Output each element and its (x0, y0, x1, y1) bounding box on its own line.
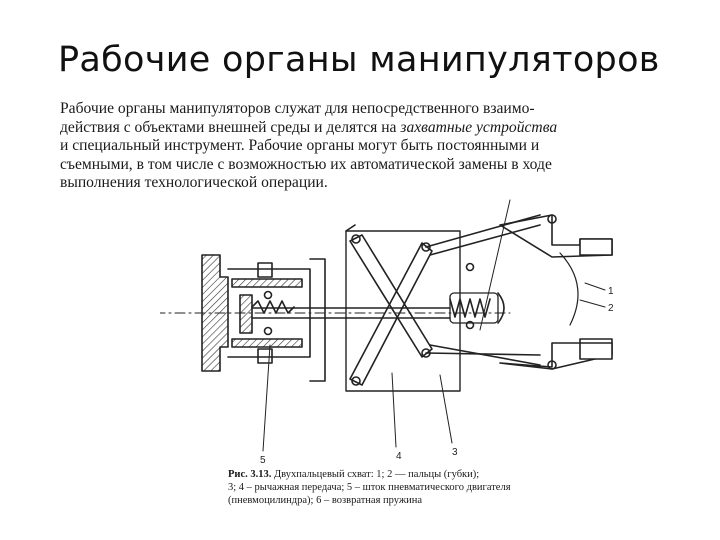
fitting-top (258, 263, 272, 277)
label-2: 2 (608, 303, 614, 314)
slide-title: Рабочие органы манипуляторов (58, 40, 660, 80)
cylinder-wall-bottom (232, 339, 302, 347)
gripper-body (346, 231, 460, 391)
base-flange (202, 255, 228, 371)
cylinder-cover (310, 259, 325, 381)
body-line-3: и специальный инструмент. Рабочие органы могут быть постоянными и (60, 137, 540, 155)
body-line-2 (60, 119, 660, 138)
caption-figure-number: Рис. 3.13. (228, 469, 272, 480)
jaw-guide (560, 253, 578, 325)
body-line-5: выполнения технологической операции. (60, 174, 328, 192)
body-line-2-emphasis: захватные устройства (400, 118, 558, 136)
label-1: 1 (608, 286, 614, 297)
lever-a (350, 235, 432, 357)
pin (265, 328, 272, 335)
body-line-2-start: действия с объектами внешней среды и делятся на (60, 118, 401, 136)
return-spring (252, 301, 294, 313)
label-5: 5 (260, 455, 266, 466)
pin (265, 292, 272, 299)
label-4: 4 (396, 451, 402, 462)
rod-cap (498, 293, 504, 323)
label-3: 3 (452, 447, 458, 458)
body-line-1: Рабочие органы манипуляторов служат для непосредственного взаимо- (60, 100, 535, 117)
caption-line-1-text: Двухпальцевый схват: 1; 2 — пальцы (губки); (271, 469, 480, 480)
caption-line-3: (пневмоцилиндра); 6 – возвратная пружина (228, 495, 423, 506)
body-text (60, 100, 660, 193)
figure-caption (228, 468, 608, 507)
caption-line-2: 3; 4 – рычажная передача; 5 – шток пневматического двигателя (228, 482, 511, 493)
caption-line-1 (228, 468, 608, 481)
body-line-4: съемными, в том числе с возможностью их автоматической замены в ходе (60, 155, 552, 173)
lever-b (350, 243, 432, 385)
piston (240, 295, 252, 333)
cylinder-wall-top (232, 279, 302, 287)
